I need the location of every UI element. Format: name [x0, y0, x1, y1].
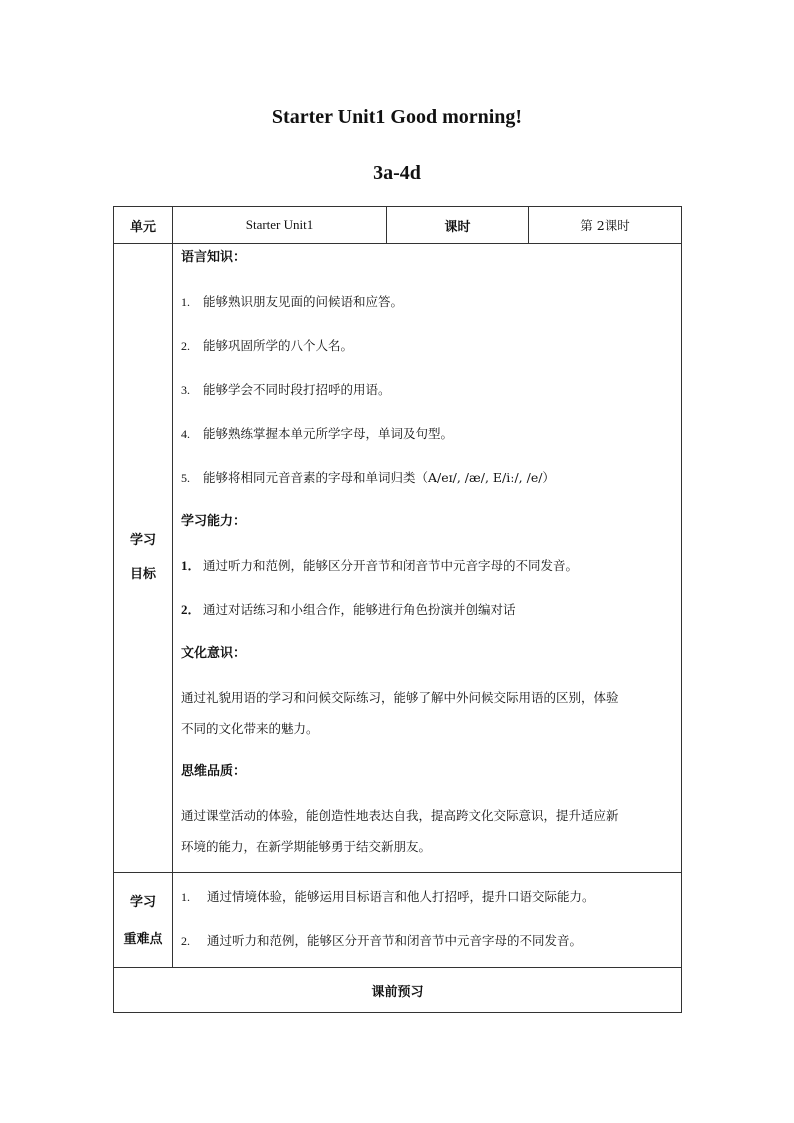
section-heading: 语言知识： — [181, 250, 247, 265]
objectives-content — [173, 244, 682, 873]
paragraph: 通过礼貌用语的学习和问候交际练习，能够了解中外问候交际用语的区别，体验 不同的文化带来的魅力。 — [181, 690, 619, 736]
key-points-label: 学习 重难点 — [114, 873, 173, 968]
key-points-content — [173, 873, 682, 968]
unit-label: 单元 — [114, 207, 173, 244]
document-subtitle: 3a-4d — [373, 162, 421, 184]
objectives-row — [114, 244, 682, 873]
objectives-label: 学习 目标 — [114, 244, 173, 873]
list-item: 3. 能够学会不同时段打招呼的用语。 — [181, 382, 391, 397]
list-item: 1. 通过情境体验，能够运用目标语言和他人打招呼，提升口语交际能力。 — [181, 889, 595, 904]
paragraph: 通过课堂活动的体验，能创造性地表达自我，提高跨文化交际意识，提升适应新 环境的能力，在新学期能够勇于结交新朋友。 — [181, 808, 619, 854]
header-row — [114, 207, 682, 244]
list-item: 2. 能够巩固所学的八个人名。 — [181, 338, 354, 353]
unit-value: Starter Unit1 — [173, 207, 387, 244]
lesson-plan-table — [113, 206, 682, 1013]
key-points-row — [114, 873, 682, 968]
document-title: Starter Unit1 Good morning! — [271, 106, 523, 128]
preview-heading: 课前预习 — [114, 968, 682, 1013]
lesson-value: 第 2课时 — [529, 207, 682, 244]
preview-row — [114, 968, 682, 1013]
list-item: 2. 通过听力和范例，能够区分开音节和闭音节中元音字母的不同发音。 — [181, 933, 583, 948]
section-heading: 文化意识： — [181, 646, 247, 661]
section-heading: 思维品质： — [181, 764, 247, 779]
list-item: 4. 能够熟练掌握本单元所学字母，单词及句型。 — [181, 426, 454, 441]
list-item: 1． 通过听力和范例，能够区分开音节和闭音节中元音字母的不同发音。 — [181, 558, 579, 573]
list-item: 2． 通过对话练习和小组合作，能够进行角色扮演并创编对话 — [181, 602, 516, 617]
lesson-label: 课时 — [387, 207, 529, 244]
list-item: 5. 能够将相同元音音素的字母和单词归类（A/eɪ/, /æ/, E/iː/, /e/） — [181, 470, 555, 485]
list-item: 1. 能够熟识朋友见面的问候语和应答。 — [181, 294, 404, 309]
section-heading: 学习能力： — [181, 514, 247, 529]
